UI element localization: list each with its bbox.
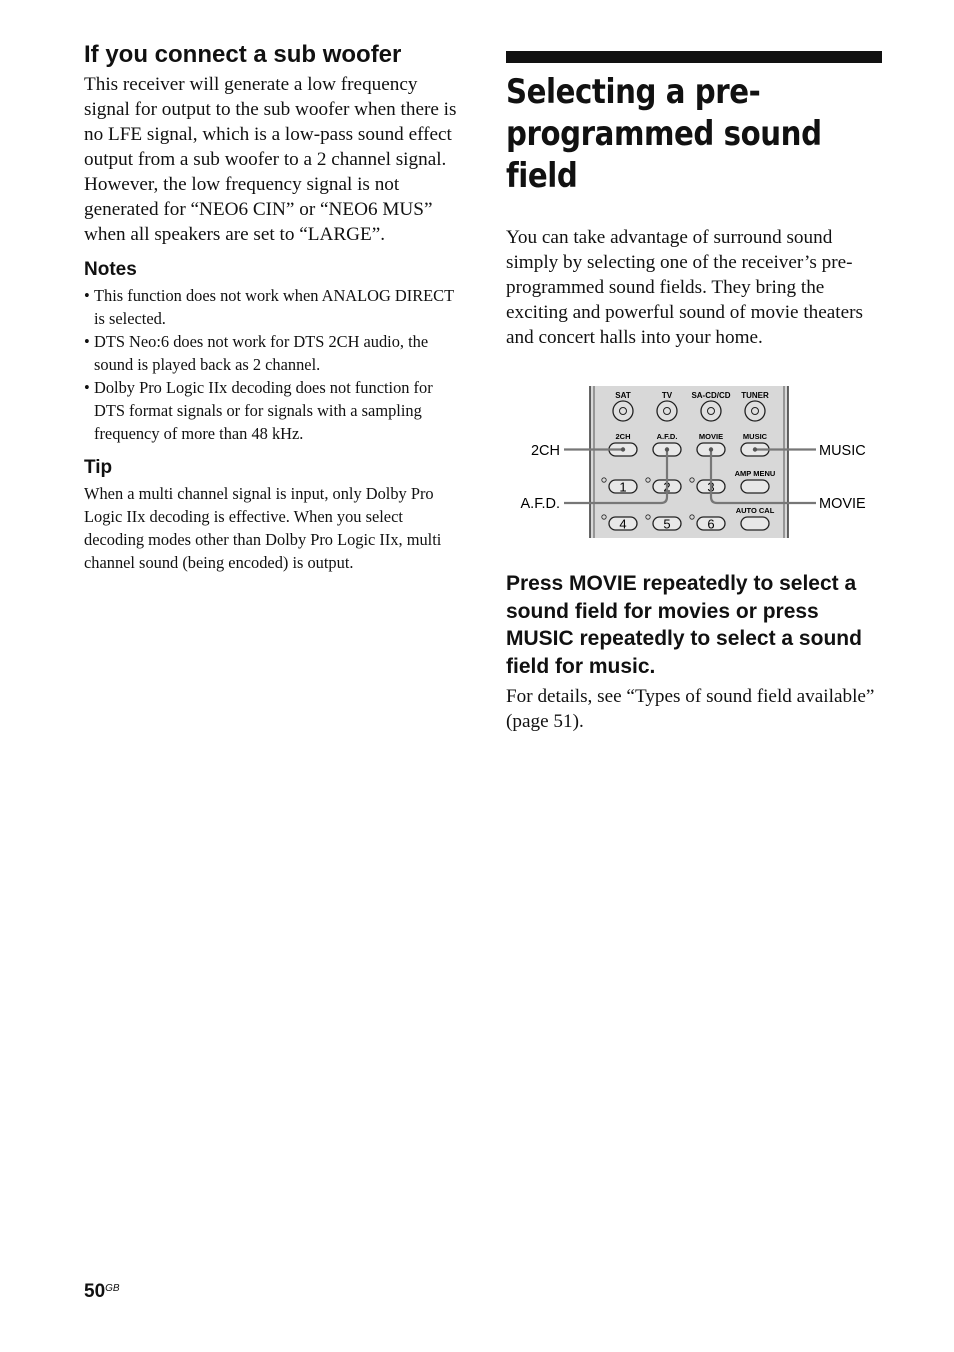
- tuner-button[interactable]: [745, 401, 765, 421]
- notes-list: [84, 284, 464, 445]
- page-title: Selecting a pre-programmed sound field: [506, 72, 822, 196]
- label-sat: SAT: [615, 391, 631, 400]
- remote-diagram: [506, 372, 886, 542]
- tip-heading: Tip: [84, 457, 113, 478]
- page-number-suffix: GB: [105, 1283, 120, 1294]
- number-1-label: 1: [619, 479, 627, 495]
- amp-menu-button[interactable]: [741, 480, 769, 493]
- number-3-label: 3: [707, 479, 715, 495]
- notes-heading: Notes: [84, 259, 137, 280]
- label-amp-menu: AMP MENU: [734, 469, 776, 478]
- note-item: • Dolby Pro Logic IIx decoding does not function for DTS format signals or for signals with a sampling frequency of more than 48 kHz.: [84, 376, 464, 445]
- intro-paragraph: You can take advantage of surround sound simply by selecting one of the receiver’s pre-programmed sound fields. They bring the exciting and powerful sound of movie theaters and concert halls into your home.: [506, 227, 864, 348]
- note-item: • This function does not work when ANALOG DIRECT is selected.: [84, 284, 464, 330]
- label-music: MUSIC: [742, 432, 768, 441]
- callout-label-movie: MOVIE: [819, 496, 866, 512]
- tip-text: When a multi channel signal is input, only Dolby Pro Logic IIx decoding is effective. When you select decoding modes other than Dolby Pro Logic IIx, multi channel sound (being encoded) is output.: [84, 484, 442, 572]
- step-instruction: Press MOVIE repeatedly to select a sound field for movies or press MUSIC repeatedly to select a sound field for music.: [506, 572, 862, 678]
- label-tv: TV: [661, 391, 673, 400]
- page-number-value: 50: [84, 1281, 106, 1302]
- right-column: [506, 51, 886, 734]
- sacd-button[interactable]: [701, 401, 721, 421]
- auto-cal-button[interactable]: [741, 517, 769, 530]
- label-2ch: 2CH: [615, 432, 631, 441]
- note-item: • DTS Neo:6 does not work for DTS 2CH audio, the sound is played back as 2 channel.: [84, 330, 464, 376]
- remote-illustration: [506, 372, 886, 542]
- tv-button[interactable]: [657, 401, 677, 421]
- sub-woofer-heading: If you connect a sub woofer: [84, 41, 402, 68]
- callout-label-2ch: 2CH: [530, 443, 560, 459]
- callout-label-music: MUSIC: [819, 443, 866, 459]
- number-4-label: 4: [619, 516, 627, 532]
- sat-button[interactable]: [613, 401, 633, 421]
- number-5-label: 5: [663, 516, 671, 532]
- step-detail: For details, see “Types of sound field available” (page 51).: [506, 686, 875, 732]
- label-afd: A.F.D.: [656, 432, 678, 441]
- label-tuner: TUNER: [741, 391, 769, 400]
- page-number: [84, 1281, 120, 1303]
- label-auto-cal: AUTO CAL: [735, 506, 775, 515]
- label-movie: MOVIE: [698, 432, 724, 441]
- section-rule: [506, 51, 882, 63]
- callout-label-afd: A.F.D.: [520, 496, 560, 512]
- number-6-label: 6: [707, 516, 715, 532]
- number-2-label: 2: [663, 479, 671, 495]
- sub-woofer-paragraph: This receiver will generate a low frequency signal for output to the sub woofer when there is no LFE signal, which is a low-pass sound effect output from a sub woofer to a 2 channel signal. However, the low frequency signal is not generated for “NEO6 CIN” or “NEO6 MUS” when all speakers are set to “LARGE”.: [84, 74, 457, 245]
- left-column: [84, 40, 464, 574]
- label-sacd: SA-CD/CD: [691, 391, 731, 400]
